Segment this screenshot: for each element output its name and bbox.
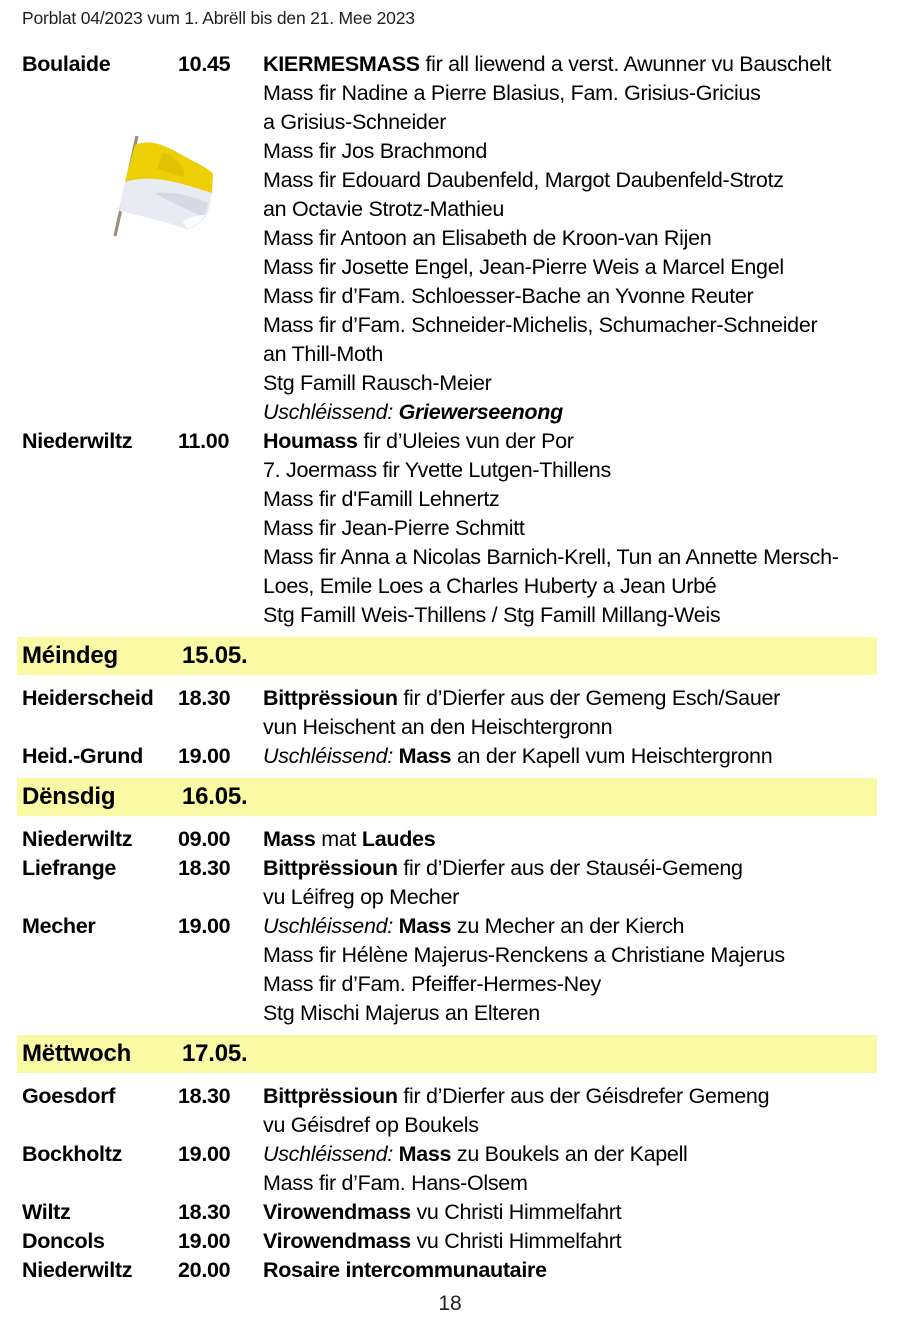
yellow-white-flag-icon [95,133,245,243]
entry-description [263,825,878,854]
day-date: 17.05. [182,1040,248,1067]
description-line: a Grisius-Schneider [263,110,447,134]
day-header-row [17,1035,877,1073]
entry-location: Niederwiltz [22,1258,133,1282]
schedule-entry [0,427,900,630]
entry-description [263,912,878,1028]
description-line: Mass fir d'Famill Lehnertz [263,487,500,511]
description-line: Stg Mischi Majerus an Elteren [263,1001,540,1025]
description-line: Stg Famill Weis-Thillens / Stg Famill Millang-Weis [263,603,721,627]
entry-description [263,854,878,912]
description-line: an Octavie Strotz-Mathieu [263,197,505,221]
entry-time: 20.00 [178,1258,231,1282]
schedule-entry [0,1140,900,1198]
church-flag-image [95,133,245,243]
entry-time: 18.30 [178,686,231,710]
entry-time: 19.00 [178,744,231,768]
entry-location: Goesdorf [22,1084,116,1108]
entry-location: Heiderscheid [22,686,154,710]
description-line: Houmass fir d’Uleies vun der Por [263,429,574,453]
schedule-entry [0,825,900,854]
entry-time: 19.00 [178,914,231,938]
entry-description [263,1256,878,1285]
day-name: Mëttwoch [22,1040,132,1067]
entry-description [263,684,878,742]
entry-time: 18.30 [178,1084,231,1108]
description-line: Mass fir Edouard Daubenfeld, Margot Daubenfeld-Strotz [263,168,784,192]
entry-time: 19.00 [178,1229,231,1253]
description-line: Mass fir Antoon an Elisabeth de Kroon-van Rijen [263,226,712,250]
description-line: Uschléissend: Mass an der Kapell vum Heischtergronn [263,744,773,768]
entry-location: Liefrange [22,856,117,880]
schedule-entry [0,1198,900,1227]
schedule-entry [0,912,900,1028]
description-line: Mass fir Anna a Nicolas Barnich-Krell, Tun an Annette Mersch- [263,545,839,569]
schedule-entry [0,854,900,912]
description-line: Virowendmass vu Christi Himmelfahrt [263,1200,622,1224]
description-line: Uschléissend: Mass zu Mecher an der Kierch [263,914,685,938]
description-line: Mass fir d’Fam. Pfeiffer-Hermes-Ney [263,972,601,996]
description-line: Rosaire intercommunautaire [263,1258,547,1282]
description-line: Bittprëssioun fir d’Dierfer aus der Stauséi-Gemeng [263,856,743,880]
entry-location: Heid.-Grund [22,744,143,768]
entry-time: 19.00 [178,1142,231,1166]
description-line: Mass fir Jos Brachmond [263,139,488,163]
entry-description [263,50,878,427]
entry-time: 11.00 [178,429,230,453]
description-line: Stg Famill Rausch-Meier [263,371,492,395]
schedule-entry [0,684,900,742]
description-line: Uschléissend: Mass zu Boukels an der Kapell [263,1142,688,1166]
description-line: Mass fir d’Fam. Schneider-Michelis, Schumacher-Schneider [263,313,818,337]
day-date: 16.05. [182,783,248,810]
schedule-entry [0,1256,900,1285]
entry-location: Bockholtz [22,1142,123,1166]
description-line: vu Léifreg op Mecher [263,885,459,909]
schedule-entry [0,1227,900,1256]
description-line: Loes, Emile Loes a Charles Huberty a Jean Urbé [263,574,717,598]
entry-location: Boulaide [22,52,111,76]
entry-time: 09.00 [178,827,231,851]
page-number: 18 [438,1292,462,1315]
description-line: Mass fir d’Fam. Schloesser-Bache an Yvonne Reuter [263,284,754,308]
description-line: Mass fir Jean-Pierre Schmitt [263,516,525,540]
entry-description [263,742,878,771]
entry-description [263,1227,878,1256]
entry-time: 18.30 [178,856,231,880]
description-line: KIERMESMASS fir all liewend a verst. Awunner vu Bauschelt [263,52,832,76]
entry-time: 10.45 [178,52,231,76]
day-header-row [17,778,877,816]
description-line: vu Géisdref op Boukels [263,1113,479,1137]
entry-description [263,1082,878,1140]
description-line: Bittprëssioun fir d’Dierfer aus der Géisdrefer Gemeng [263,1084,770,1108]
description-line: Uschléissend: Griewerseenong [263,400,563,424]
schedule-entry [0,1082,900,1140]
entry-location: Niederwiltz [22,827,133,851]
description-line: an Thill-Moth [263,342,383,366]
description-line: vun Heischent an den Heischtergronn [263,715,613,739]
day-name: Méindeg [22,642,118,669]
day-name: Dënsdig [22,783,116,810]
day-date: 15.05. [182,642,248,669]
bulletin-header: Porblat 04/2023 vum 1. Abrëll bis den 21. Mee 2023 [22,8,415,28]
description-line: Mass fir Josette Engel, Jean-Pierre Weis a Marcel Engel [263,255,784,279]
description-line: Mass mat Laudes [263,827,436,851]
schedule-entry [0,742,900,771]
description-line: Bittprëssioun fir d’Dierfer aus der Gemeng Esch/Sauer [263,686,781,710]
entry-description [263,427,878,630]
description-line: Mass fir d’Fam. Hans-Olsem [263,1171,528,1195]
day-header-row [17,637,877,675]
description-line: 7. Joermass fir Yvette Lutgen-Thillens [263,458,611,482]
entry-location: Niederwiltz [22,429,133,453]
entry-description [263,1140,878,1198]
entry-description [263,1198,878,1227]
description-line: Mass fir Nadine a Pierre Blasius, Fam. Grisius-Gricius [263,81,761,105]
entry-location: Wiltz [22,1200,71,1224]
description-line: Mass fir Hélène Majerus-Renckens a Christiane Majerus [263,943,785,967]
description-line: Virowendmass vu Christi Himmelfahrt [263,1229,622,1253]
entry-location: Mecher [22,914,96,938]
entry-time: 18.30 [178,1200,231,1224]
entry-location: Doncols [22,1229,105,1253]
